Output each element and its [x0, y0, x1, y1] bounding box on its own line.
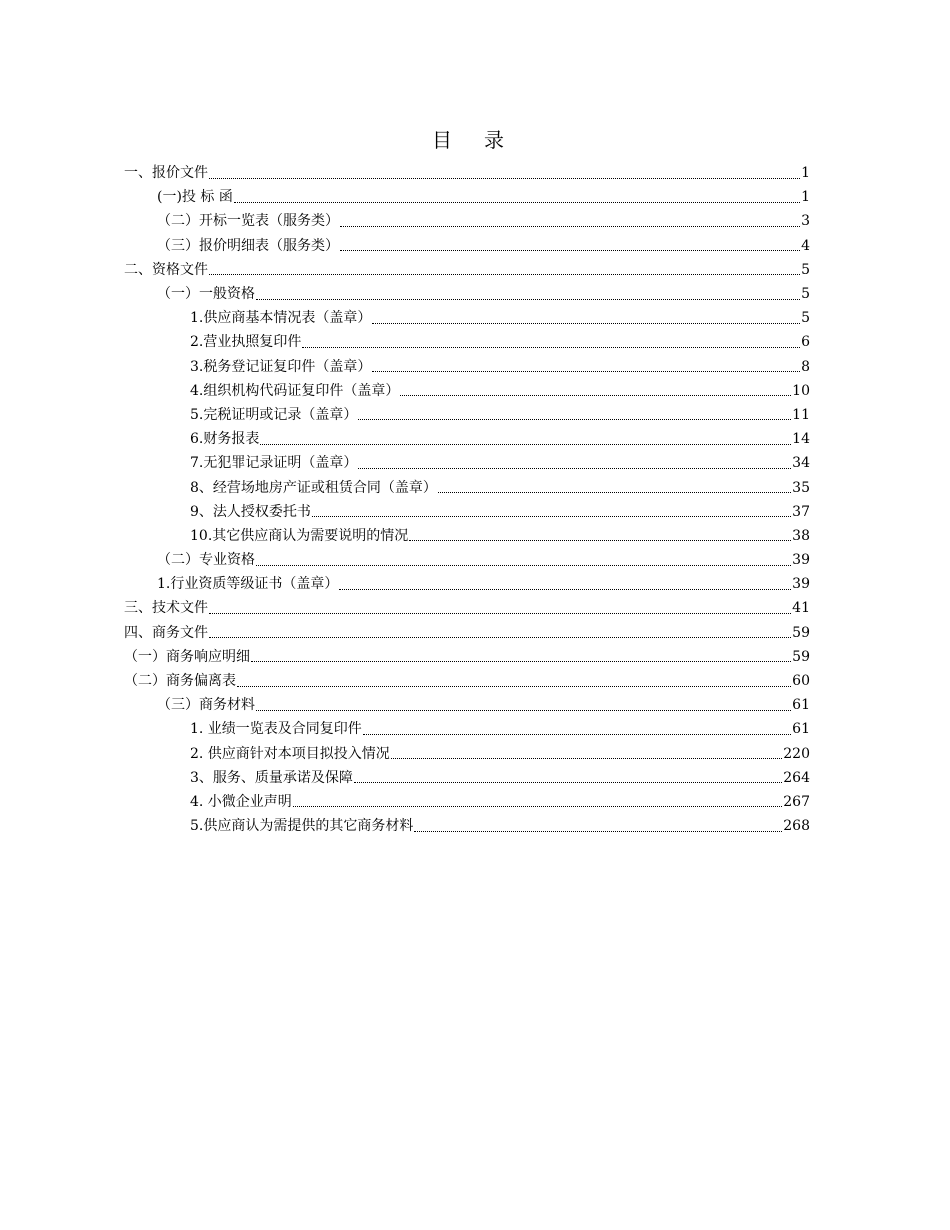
toc-entry-page-number: 59 [792, 624, 810, 641]
toc-entry[interactable] [0, 621, 810, 645]
toc-dot-leader [256, 299, 800, 300]
toc-entry-label: 1.供应商基本情况表（盖章） [190, 310, 372, 327]
toc-entry-label: 5.供应商认为需提供的其它商务材料 [190, 818, 414, 835]
toc-dot-leader [209, 178, 800, 179]
toc-entry-page-number: 10 [792, 382, 810, 399]
toc-entry[interactable] [0, 475, 810, 499]
toc-entry-label: （一）商务响应明细 [124, 648, 250, 665]
toc-dot-leader [363, 734, 791, 735]
toc-dot-leader [391, 758, 782, 759]
toc-dot-leader [354, 782, 782, 783]
toc-dot-leader [234, 202, 800, 203]
toc-entry-label: （三）商务材料 [157, 697, 255, 714]
toc-entry-label: (一)投 标 函 [157, 189, 233, 206]
toc-dot-leader [209, 613, 791, 614]
toc-entry-label: 3、服务、质量承诺及保障 [190, 769, 353, 786]
toc-entry[interactable] [0, 790, 810, 814]
toc-entry-label: 4. 小微企业声明 [190, 793, 292, 810]
toc-entry[interactable] [0, 500, 810, 524]
toc-entry[interactable] [0, 306, 810, 330]
toc-dot-leader [409, 540, 791, 541]
table-of-contents [0, 161, 950, 838]
toc-entry-page-number: 61 [792, 721, 810, 738]
toc-entry-label: （三）报价明细表（服务类） [157, 237, 339, 254]
toc-entry[interactable] [0, 282, 810, 306]
toc-entry[interactable] [0, 185, 810, 209]
toc-dot-leader [372, 371, 800, 372]
toc-entry-page-number: 14 [792, 431, 810, 448]
toc-dot-leader [302, 347, 800, 348]
toc-dot-leader [209, 274, 800, 275]
toc-entry[interactable] [0, 209, 810, 233]
toc-entry-label: 四、商务文件 [124, 624, 208, 641]
toc-entry-page-number: 6 [801, 334, 810, 351]
toc-dot-leader [340, 226, 800, 227]
toc-entry-label: 4.组织机构代码证复印件（盖章） [190, 382, 400, 399]
toc-dot-leader [293, 806, 782, 807]
toc-entry-page-number: 34 [792, 455, 810, 472]
toc-dot-leader [358, 419, 791, 420]
toc-entry-label: 2. 供应商针对本项目拟投入情况 [190, 745, 390, 762]
toc-dot-leader [414, 831, 782, 832]
toc-entry-page-number: 59 [792, 648, 810, 665]
toc-entry-page-number: 8 [801, 358, 810, 375]
toc-entry-page-number: 41 [792, 600, 810, 617]
toc-entry-page-number: 60 [792, 673, 810, 690]
toc-entry-page-number: 37 [792, 503, 810, 520]
toc-entry-label: 5.完税证明或记录（盖章） [190, 406, 358, 423]
toc-entry[interactable] [0, 742, 810, 766]
toc-dot-leader [209, 637, 791, 638]
toc-entry[interactable] [0, 451, 810, 475]
toc-dot-leader [312, 516, 791, 517]
toc-entry-label: 三、技术文件 [124, 600, 208, 617]
toc-entry-page-number: 5 [801, 261, 810, 278]
toc-entry-page-number: 61 [792, 697, 810, 714]
toc-dot-leader [339, 589, 791, 590]
toc-entry[interactable] [0, 403, 810, 427]
toc-entry-page-number: 4 [801, 237, 810, 254]
toc-entry[interactable] [0, 766, 810, 790]
toc-entry-label: （二）商务偏离表 [124, 673, 236, 690]
toc-dot-leader [237, 686, 791, 687]
toc-entry[interactable] [0, 379, 810, 403]
toc-entry[interactable] [0, 693, 810, 717]
toc-entry-label: 6.财务报表 [190, 431, 260, 448]
toc-entry-label: 一、报价文件 [124, 165, 208, 182]
toc-entry-page-number: 1 [801, 189, 810, 206]
toc-dot-leader [256, 565, 791, 566]
toc-entry-page-number: 220 [783, 745, 810, 762]
toc-entry-page-number: 39 [792, 552, 810, 569]
toc-entry[interactable] [0, 596, 810, 620]
toc-entry-label: （二）开标一览表（服务类） [157, 213, 339, 230]
toc-entry-page-number: 35 [792, 479, 810, 496]
toc-entry[interactable] [0, 645, 810, 669]
toc-entry-page-number: 38 [792, 527, 810, 544]
toc-entry-label: 1.行业资质等级证书（盖章） [157, 576, 339, 593]
toc-entry[interactable] [0, 427, 810, 451]
toc-dot-leader [372, 323, 800, 324]
toc-entry-label: 2.营业执照复印件 [190, 334, 302, 351]
toc-entry-page-number: 39 [792, 576, 810, 593]
toc-title-part1: 目 [432, 128, 454, 152]
toc-dot-leader [256, 710, 791, 711]
toc-entry-page-number: 1 [801, 165, 810, 182]
toc-entry-label: 8、经营场地房产证或租赁合同（盖章） [190, 479, 437, 496]
toc-entry-page-number: 5 [801, 310, 810, 327]
toc-dot-leader [400, 395, 791, 396]
toc-entry-page-number: 264 [783, 769, 810, 786]
toc-title-part2: 录 [484, 128, 506, 152]
toc-entry-page-number: 267 [783, 793, 810, 810]
toc-entry[interactable] [0, 572, 810, 596]
toc-entry-page-number: 5 [801, 286, 810, 303]
toc-dot-leader [251, 661, 791, 662]
toc-entry-label: 10.其它供应商认为需要说明的情况 [190, 527, 409, 544]
toc-entry-label: 9、法人授权委托书 [190, 503, 311, 520]
toc-entry-label: 1. 业绩一览表及合同复印件 [190, 721, 362, 738]
toc-entry[interactable] [0, 717, 810, 741]
toc-entry-label: 7.无犯罪记录证明（盖章） [190, 455, 358, 472]
toc-entry[interactable] [0, 524, 810, 548]
toc-dot-leader [438, 492, 791, 493]
toc-entry-page-number: 11 [792, 406, 810, 423]
toc-entry[interactable] [0, 330, 810, 354]
toc-entry-label: （二）专业资格 [157, 552, 255, 569]
toc-entry-label: 3.税务登记证复印件（盖章） [190, 358, 372, 375]
toc-entry[interactable] [0, 234, 810, 258]
toc-entry[interactable] [0, 355, 810, 379]
toc-entry[interactable] [0, 669, 810, 693]
toc-dot-leader [260, 444, 791, 445]
toc-entry[interactable] [0, 814, 810, 838]
toc-dot-leader [340, 250, 800, 251]
toc-title [0, 124, 938, 153]
toc-entry-label: （一）一般资格 [157, 286, 255, 303]
toc-entry[interactable] [0, 258, 810, 282]
toc-entry-label: 二、资格文件 [124, 261, 208, 278]
toc-entry-page-number: 3 [801, 213, 810, 230]
toc-entry-page-number: 268 [783, 818, 810, 835]
toc-entry[interactable] [0, 161, 810, 185]
toc-entry[interactable] [0, 548, 810, 572]
toc-dot-leader [358, 468, 791, 469]
